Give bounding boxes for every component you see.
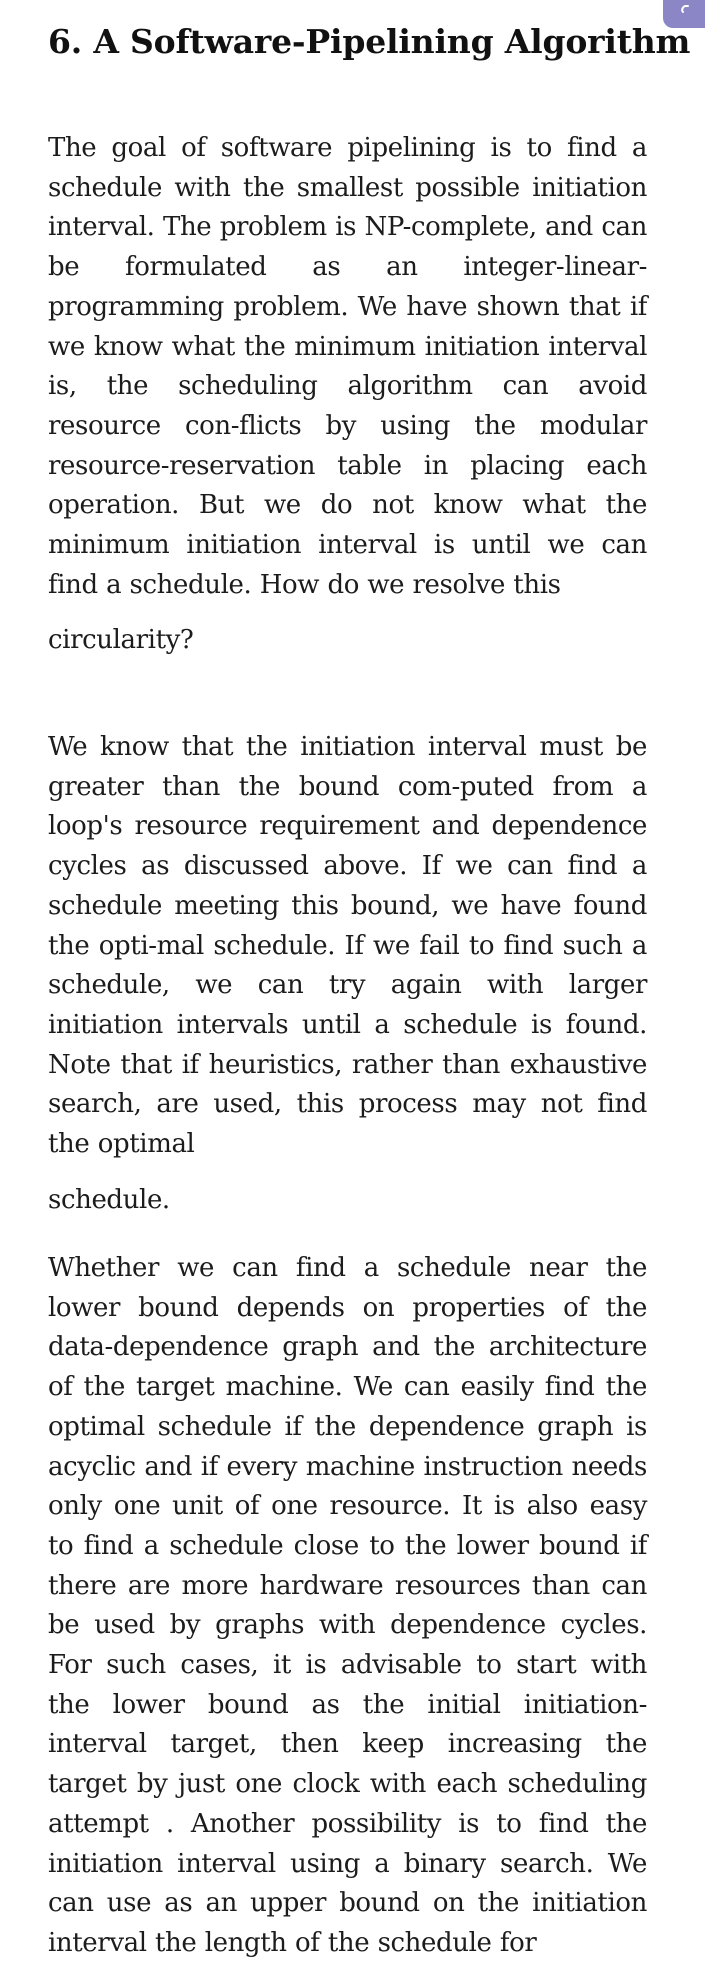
paragraph-text: The goal of software pipelining is to find a schedule with the smallest possible initiation interval. The problem is NP-complete, and can be formulated as an integer-linear-programming problem. We have shown that if we know what the minimum initiation interval is, the scheduling algorithm can avoid resource con-flicts by using the modular resource-reservation table in placing each operation. But we do not know what the minimum initiation interval is until we can find a schedule. How do we resolve this (48, 133, 647, 600)
paragraph (48, 1249, 647, 1964)
paragraph-text: Whether we can find a schedule near the lower bound depends on properties of the data-dependence graph and the architecture of the target machine. We can easily find the optimal schedule if the dependence graph is acyclic and if every machine instruction needs only one unit of one resource. It is also easy to find a schedule close to the lower bound if there are more hardware resources than can be used by graphs with dependence cycles. For such cases, it is advisable to start with the lower bound as the initial initiation-interval target, then keep increasing the target by just one clock with each scheduling attempt . Another possibility is to find the initiation interval using a binary search. We can use as an upper bound on the initiation interval the length of the schedule for (48, 1253, 647, 1958)
paragraph-text: We know that the initiation interval must be greater than the bound com-puted from a loop's resource requirement and dependence cycles as discussed above. If we can find a schedule meeting this bound, we have found the opti-mal schedule. If we fail to find such a schedule, we can try again with larger initiation intervals until a schedule is found. Note that if heuristics, rather than exhaustive search, are used, this process may not find the optimal (48, 732, 647, 1160)
paragraph (48, 129, 647, 661)
paragraph-tail: schedule. (48, 1184, 170, 1215)
section-title: 6. A Software-Pipelining Algorithm (48, 22, 691, 61)
paragraph-tail: circularity? (48, 625, 194, 656)
paragraph (48, 728, 647, 1220)
link-icon (681, 2, 697, 16)
